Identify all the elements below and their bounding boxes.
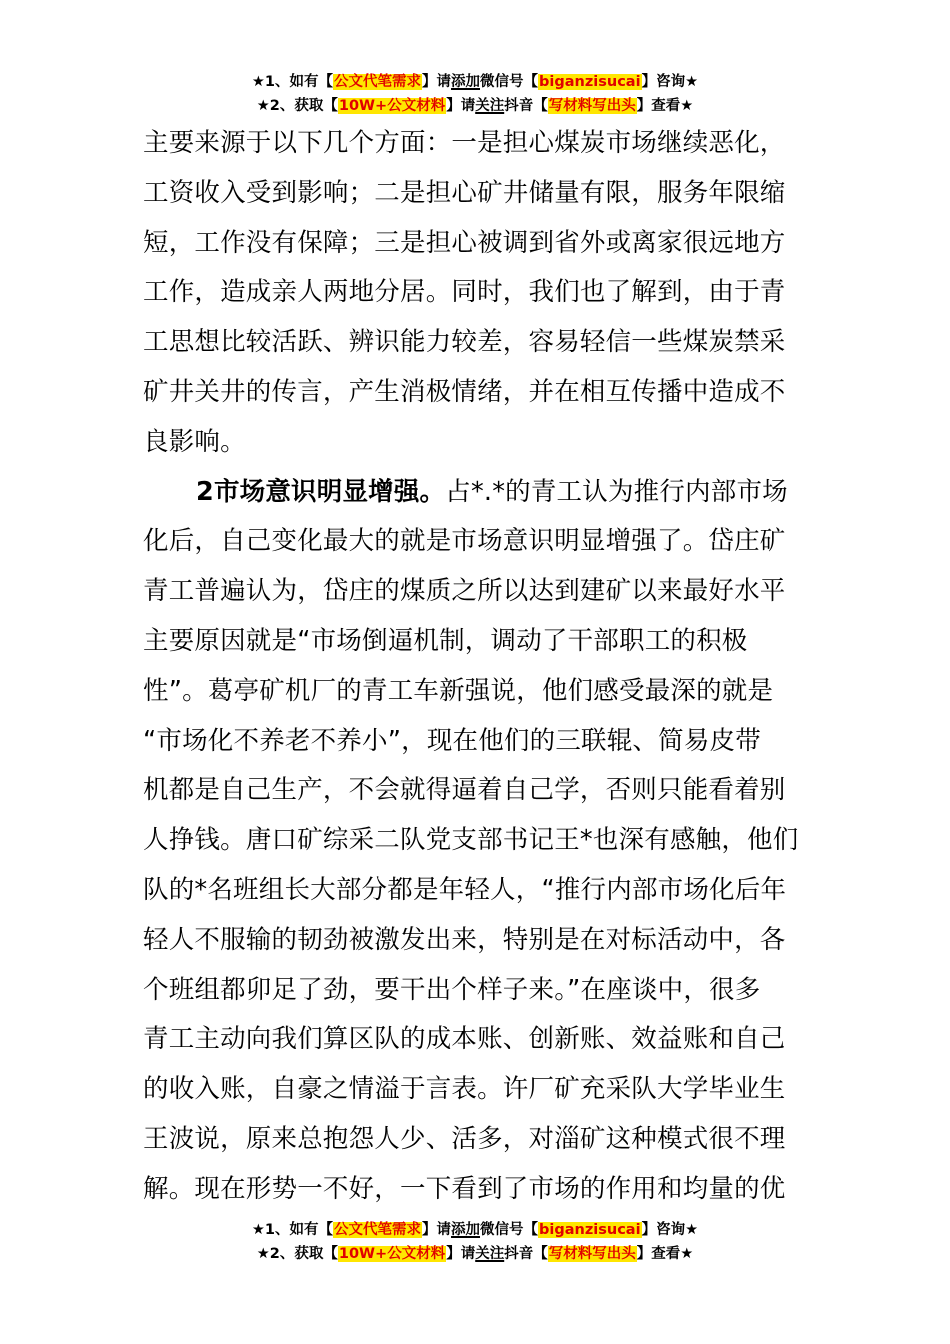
promo-text: 微信号【 [480,74,539,90]
bottom-promo-banner [0,1218,950,1266]
promo-highlight: biganzisucai [539,1222,641,1238]
promo-line-2 [0,1242,950,1266]
promo-text: 微信号【 [480,1222,539,1238]
promo-highlight: 公文代笔需求 [334,74,422,90]
promo-line-2 [0,94,950,118]
body-line: 队的*名班组长大部分都是年轻人，“推行内部市场化后年 [143,874,787,905]
body-line: 青工主动向我们算区队的成本账、创新账、效益账和自己 [143,1024,786,1055]
body-line: 主要原因就是“市场倒逼机制，调动了干部职工的积极 [143,625,748,656]
promo-line-1 [0,1218,950,1242]
promo-highlight: 公文代笔需求 [334,1222,422,1238]
body-line: “市场化不养老不养小”，现在他们的三联辊、简易皮带 [143,725,761,756]
body-line: 矿井关井的传言，产生消极情绪，并在相互传播中造成不 [143,376,786,407]
promo-emphasis: 关注 [475,98,505,114]
promo-highlight: biganzisucai [539,74,641,90]
promo-text: ★2、获取【 [256,98,338,114]
promo-text: ★1、如有【 [251,74,334,90]
body-line: 工思想比较活跃、辨识能力较差，容易轻信一些煤炭禁采 [143,327,786,358]
body-line: 性”。葛亭矿机厂的青工车新强说，他们感受最深的就是 [143,675,774,706]
promo-emphasis: 添加 [451,74,481,90]
body-line: 短，工作没有保障；三是担心被调到省外或离家很远地方 [143,227,786,258]
promo-text: 】请 [446,1246,476,1262]
body-line: 轻人不服输的韧劲被激发出来，特别是在对标活动中，各 [143,924,786,955]
body-line: 解。现在形势一不好，一下看到了市场的作用和均量的优 [143,1173,786,1204]
document-body [143,119,811,1215]
promo-highlight: 10W+公文材料 [338,1246,446,1262]
promo-line-1 [0,70,950,94]
promo-text: 】请 [446,98,476,114]
section-heading: 2市场意识明显增强。 [196,476,446,507]
body-line: 人挣钱。唐口矿综采二队党支部书记王*也深有感触，他们 [143,825,799,856]
promo-emphasis: 添加 [451,1222,481,1238]
promo-text: ★1、如有【 [251,1222,334,1238]
body-line: 个班组都卯足了劲，要干出个样子来。”在座谈中，很多 [143,974,761,1005]
body-line: 机都是自己生产，不会就得逼着自己学，否则只能看着别 [143,775,786,806]
body-line: 的收入账，自豪之情溢于言表。许厂矿充采队大学毕业生 [143,1074,786,1105]
promo-text: 】咨询★ [641,74,699,90]
body-line: 良影响。 [143,426,246,457]
promo-text: 抖音【 [504,1246,548,1262]
promo-text: 抖音【 [504,98,548,114]
promo-highlight: 10W+公文材料 [338,98,446,114]
section-heading-rest: 占*.*的青工认为推行内部市场 [445,476,788,507]
promo-highlight: 写材料写出头 [548,98,636,114]
body-line: 主要来源于以下几个方面：一是担心煤炭市场继续恶化， [143,128,786,158]
body-line: 工作，造成亲人两地分居。同时，我们也了解到，由于青 [143,277,786,308]
promo-text: 】查看★ [636,98,694,114]
promo-text: 】咨询★ [641,1222,699,1238]
body-line: 王波说，原来总抱怨人少、活多，对淄矿这种模式很不理 [143,1123,786,1154]
promo-highlight: 写材料写出头 [548,1246,636,1262]
promo-text: 】查看★ [636,1246,694,1262]
promo-text: 】请 [422,1222,452,1238]
body-line: 青工普遍认为，岱庄的煤质之所以达到建矿以来最好水平 [143,576,786,607]
promo-text: ★2、获取【 [256,1246,338,1262]
promo-emphasis: 关注 [475,1246,505,1262]
promo-text: 】请 [422,74,452,90]
top-promo-banner [0,70,950,118]
body-line: 化后，自己变化最大的就是市场意识明显增强了。岱庄矿 [143,526,786,557]
section-heading-line [143,468,811,518]
body-line: 工资收入受到影响；二是担心矿井储量有限，服务年限缩 [143,177,786,208]
